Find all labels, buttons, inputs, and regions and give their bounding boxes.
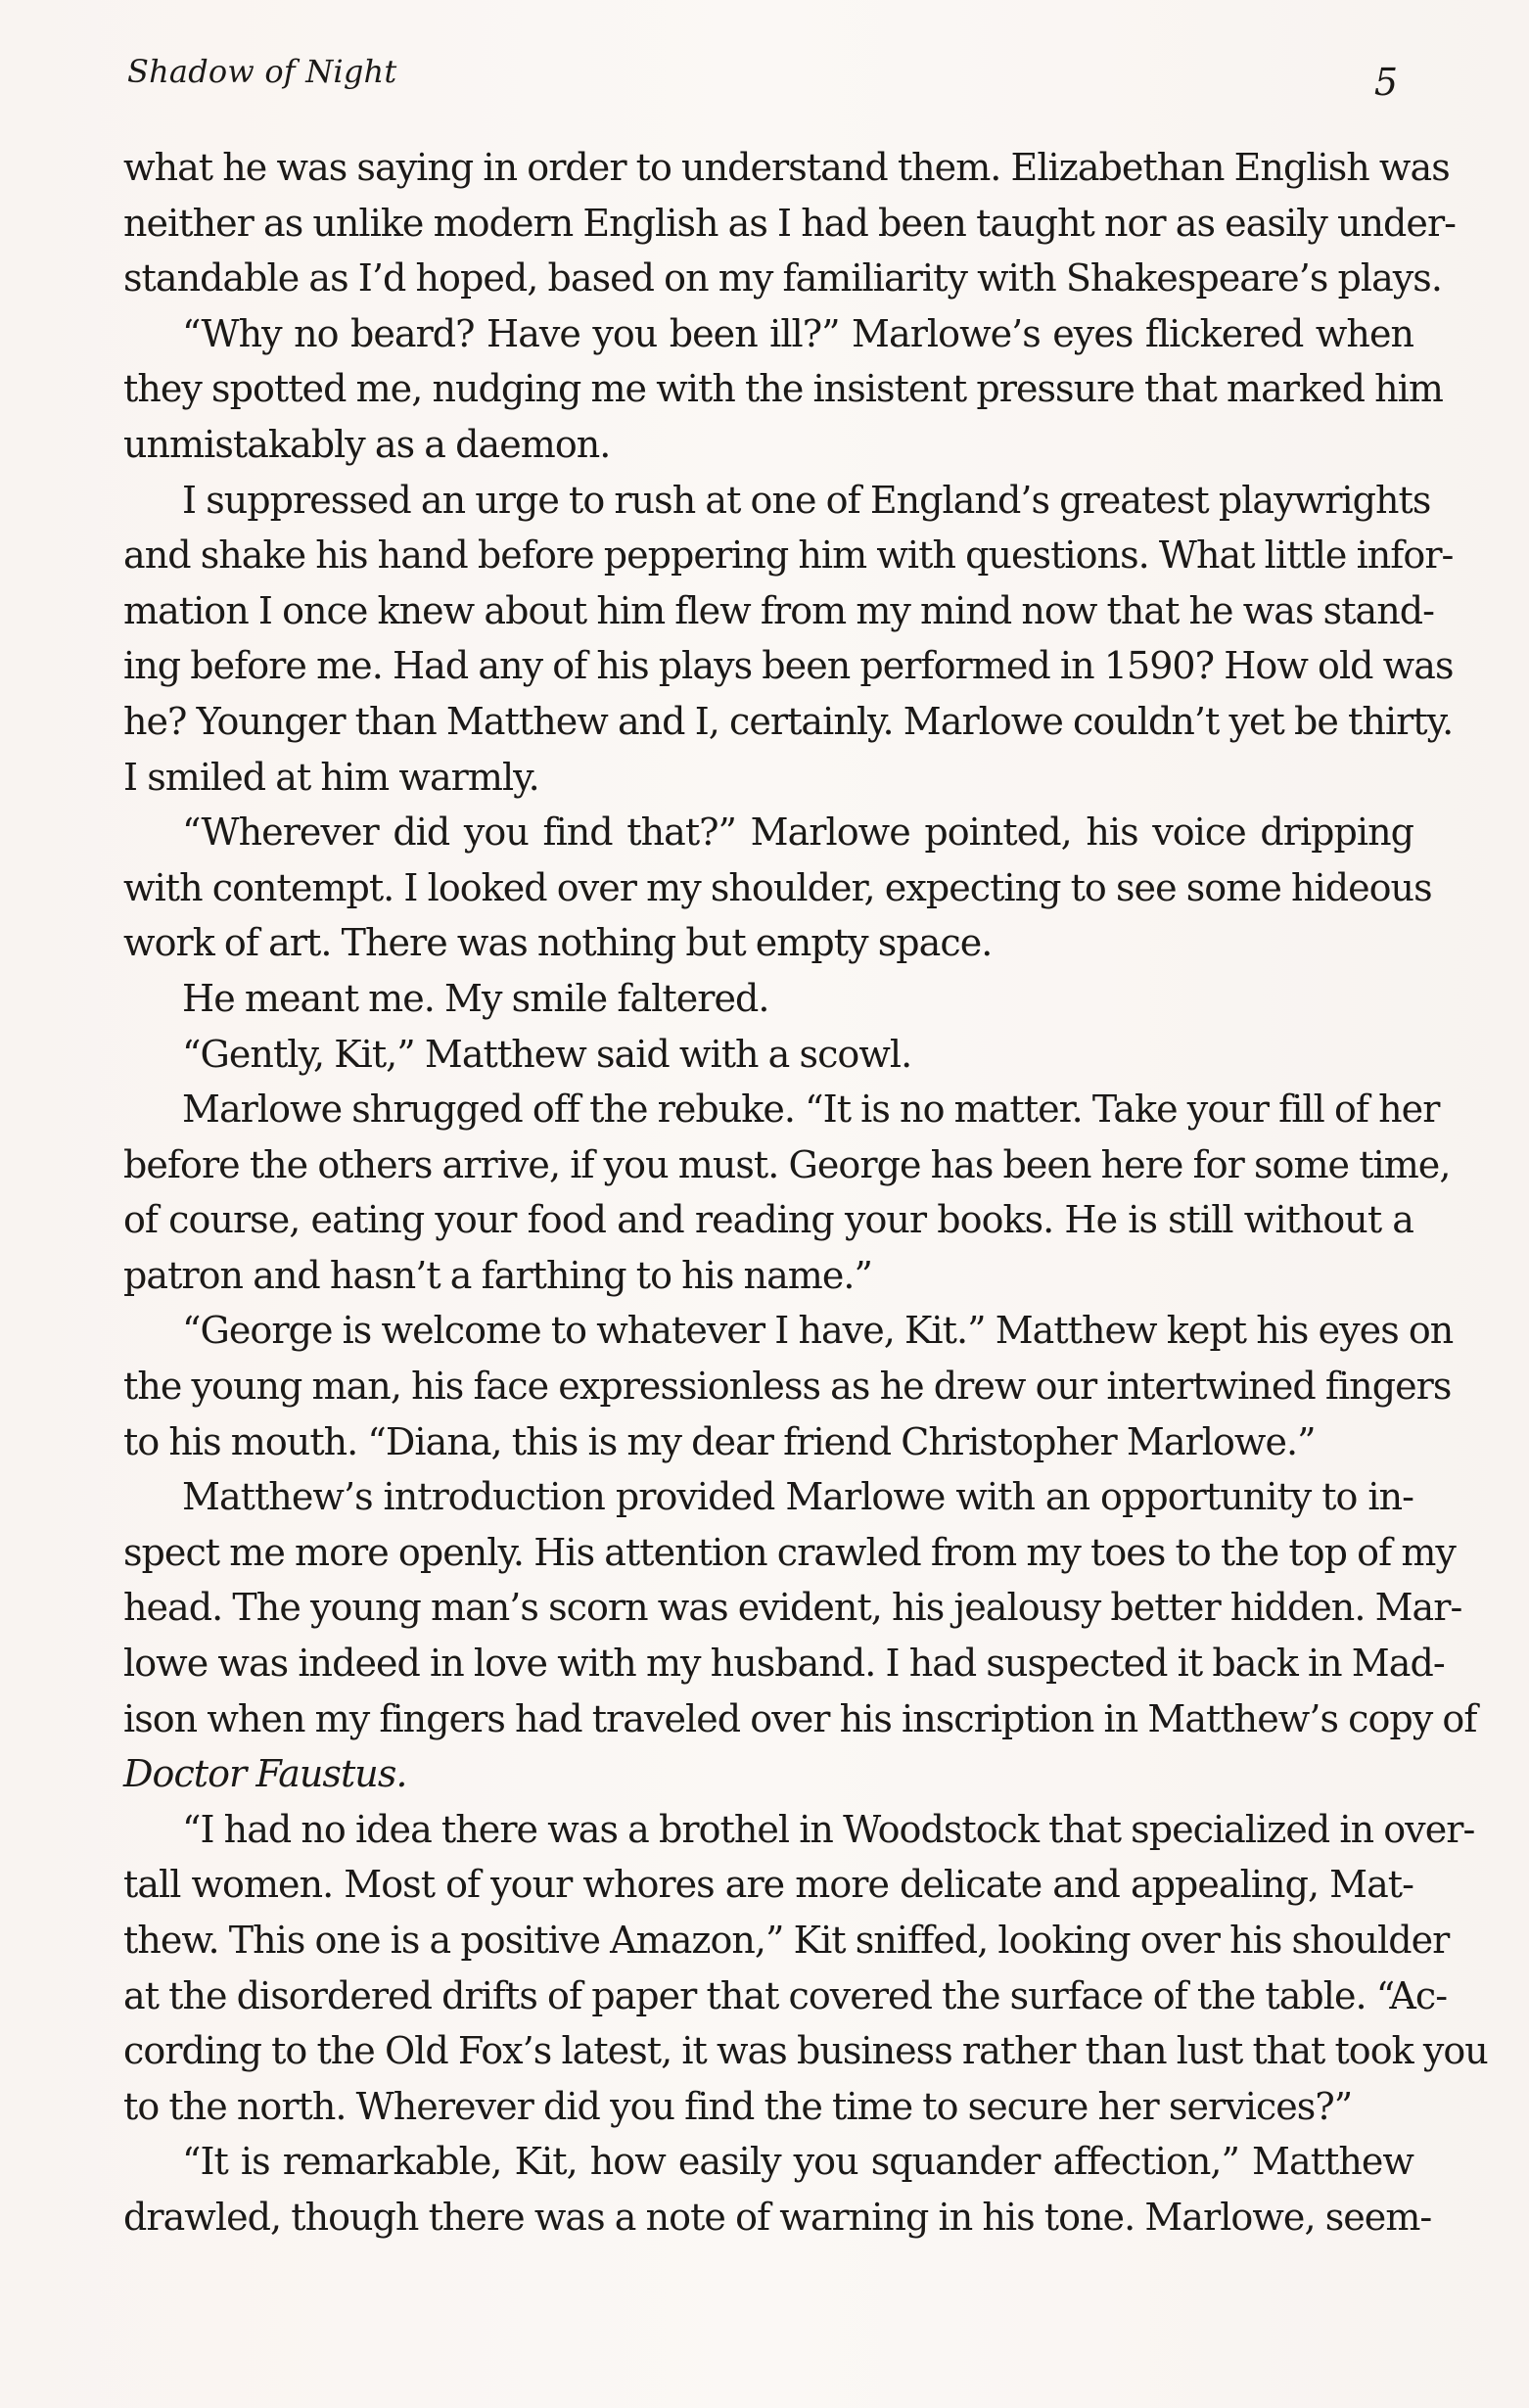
- book-title-doctor-faustus: Doctor Faustus.: [123, 1752, 407, 1796]
- text-line: and shake his hand before peppering him with questions. What little infor-: [123, 533, 1454, 578]
- text-line: “Gently, Kit,” Matthew said with a scowl.: [182, 1032, 912, 1076]
- text-line: He meant me. My smile faltered.: [182, 976, 769, 1020]
- text-line: “It is remarkable, Kit, how easily you squander affection,” Matthew: [182, 2140, 1413, 2184]
- text-line: cording to the Old Fox’s latest, it was business rather than lust that took you: [123, 2029, 1488, 2073]
- text-line: neither as unlike modern English as I had been taught nor as easily under-: [123, 201, 1457, 245]
- text-line: tall women. Most of your whores are more delicate and appealing, Mat-: [123, 1863, 1413, 1907]
- text-line: lowe was indeed in love with my husband. I had suspected it back in Mad-: [123, 1642, 1445, 1686]
- text-line: mation I once knew about him flew from my mind now that he was stand-: [123, 588, 1435, 632]
- running-head-title: Shadow of Night: [127, 53, 397, 90]
- text-line: work of art. There was nothing but empty space.: [123, 921, 993, 965]
- body-text: [123, 140, 1488, 2246]
- text-line: of course, eating your food and reading your books. He is still without a: [123, 1198, 1413, 1242]
- text-line: to the north. Wherever did you find the time to secure her services?”: [123, 2084, 1353, 2128]
- text-line: Matthew’s introduction provided Marlowe with an opportunity to in-: [182, 1475, 1413, 1519]
- text-line: to his mouth. “Diana, this is my dear friend Christopher Marlowe.”: [123, 1419, 1316, 1463]
- text-line: I smiled at him warmly.: [123, 755, 539, 799]
- text-line: drawled, though there was a note of warning in his tone. Marlowe, seem-: [123, 2195, 1432, 2239]
- text-line: before the others arrive, if you must. George has been here for some time,: [123, 1142, 1451, 1186]
- text-line: unmistakably as a daemon.: [123, 422, 611, 466]
- text-line: “I had no idea there was a brothel in Woodstock that specialized in over-: [182, 1807, 1475, 1851]
- text-line: “Why no beard? Have you been ill?” Marlowe’s eyes flickered when: [182, 311, 1413, 355]
- text-line: the young man, his face expressionless as he drew our intertwined fingers: [123, 1365, 1452, 1409]
- text-line: spect me more openly. His attention crawled from my toes to the top of my: [123, 1530, 1456, 1574]
- text-line-book-title: [123, 1746, 1413, 1802]
- text-line: he? Younger than Matthew and I, certainly. Marlowe couldn’t yet be thirty.: [123, 699, 1454, 743]
- page-number: 5: [1373, 61, 1398, 104]
- text-line: “George is welcome to whatever I have, Kit.” Matthew kept his eyes on: [182, 1309, 1454, 1353]
- text-line: standable as I’d hoped, based on my familiarity with Shakespeare’s plays.: [123, 256, 1442, 301]
- text-line: ing before me. Had any of his plays been performed in 1590? How old was: [123, 644, 1454, 688]
- text-line: ison when my fingers had traveled over his inscription in Matthew’s copy of: [123, 1696, 1477, 1740]
- text-line: Marlowe shrugged off the rebuke. “It is no matter. Take your fill of her: [182, 1088, 1440, 1132]
- text-line: “Wherever did you find that?” Marlowe pointed, his voice dripping: [182, 810, 1413, 855]
- text-line: patron and hasn’t a farthing to his name.”: [123, 1253, 872, 1297]
- text-line: thew. This one is a positive Amazon,” Kit sniffed, looking over his shoulder: [123, 1919, 1450, 1962]
- text-line: at the disordered drifts of paper that covered the surface of the table. “Ac-: [123, 1973, 1448, 2017]
- text-line: they spotted me, nudging me with the insistent pressure that marked him: [123, 367, 1443, 411]
- text-line: with contempt. I looked over my shoulder, expecting to see some hideous: [123, 865, 1432, 909]
- text-line: what he was saying in order to understand them. Elizabethan English was: [123, 146, 1450, 189]
- text-line: I suppressed an urge to rush at one of England’s greatest playwrights: [182, 478, 1431, 522]
- text-line: head. The young man’s scorn was evident, his jealousy better hidden. Mar-: [123, 1586, 1462, 1630]
